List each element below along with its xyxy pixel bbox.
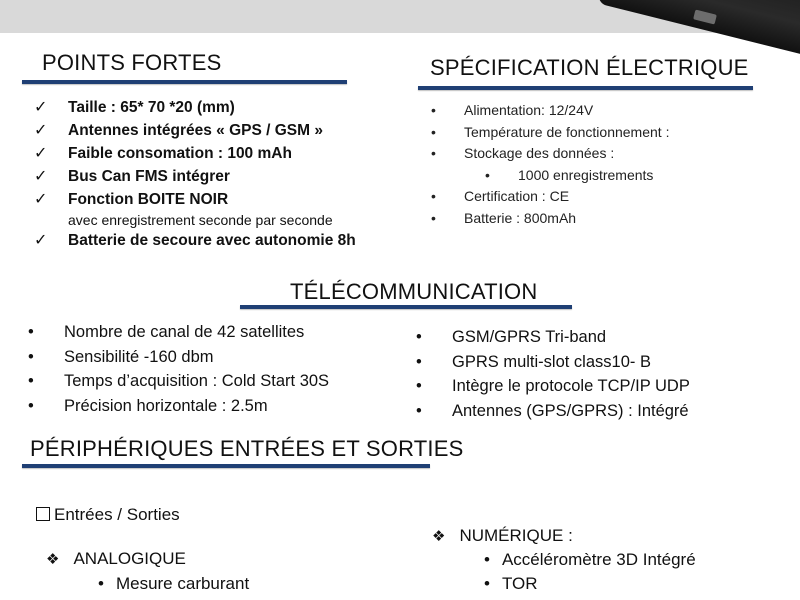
telecom-right-list <box>412 325 690 423</box>
bullet-icon: • <box>28 372 34 390</box>
checkmark-icon: ✓ <box>34 232 48 249</box>
list-item: • Temps d’acquisition : Cold Start 30S <box>24 369 329 394</box>
bullet-icon: • <box>431 188 436 204</box>
list-item: • Intègre le protocole TCP/IP UDP <box>412 374 690 399</box>
list-item: • Batterie : 800mAh <box>424 208 669 230</box>
specification-list <box>424 100 669 229</box>
bullet-icon: • <box>28 347 34 366</box>
bullet-icon: • <box>416 352 422 371</box>
bullet-icon: • <box>431 102 436 118</box>
bullet-icon: • <box>28 323 34 341</box>
list-item: • GSM/GPRS Tri-band <box>412 325 690 350</box>
bullet-icon: • <box>485 166 490 183</box>
list-item: • Nombre de canal de 42 satellites <box>24 320 329 345</box>
list-item: ✓ Antennes intégrées « GPS / GSM » <box>22 119 356 142</box>
list-item: • Température de fonctionnement : <box>424 122 669 144</box>
list-item: • Antennes (GPS/GPRS) : Intégré <box>412 399 690 424</box>
list-sub-item: • 1000 enregistrements <box>424 165 669 187</box>
list-item: ✓ Fonction BOITE NOIR <box>22 188 356 211</box>
bullet-icon: • <box>431 209 436 226</box>
numeric-label-row: ❖ NUMÉRIQUE : <box>432 526 573 545</box>
list-item: • Mesure carburant <box>98 574 250 593</box>
list-item: • GPRS multi-slot class10- B <box>412 350 690 375</box>
list-item: • Précision horizontale : 2.5m <box>24 394 329 419</box>
list-item: ✓ Faible consomation : 100 mAh <box>22 142 356 165</box>
io-label-row: Entrées / Sorties <box>36 503 180 527</box>
points-fortes-rule <box>22 80 347 84</box>
list-item: ✓ Taille : 65* 70 *20 (mm) <box>22 96 356 119</box>
telecom-left-list <box>24 320 329 418</box>
checkmark-icon: ✓ <box>34 122 48 139</box>
bullet-icon: • <box>416 401 422 420</box>
bullet-icon: • <box>484 550 490 569</box>
bullet-icon: • <box>416 377 422 395</box>
list-item: • Certification : CE <box>424 186 669 208</box>
peripheriques-title: PÉRIPHÉRIQUES ENTRÉES ET SORTIES <box>30 436 464 461</box>
bullet-icon: • <box>98 574 104 593</box>
list-item: • Sensibilité -160 dbm <box>24 345 329 370</box>
list-item: • Alimentation: 12/24V <box>424 100 669 122</box>
list-item-note: avec enregistrement seconde par seconde <box>68 212 333 228</box>
checkmark-icon: ✓ <box>34 99 48 116</box>
points-fortes-list <box>22 96 356 252</box>
checkmark-icon: ✓ <box>34 145 48 162</box>
list-item: ✓ Bus Can FMS intégrer <box>22 165 356 188</box>
diamond-bullet-icon: ❖ <box>432 528 446 545</box>
bullet-icon: • <box>416 328 422 346</box>
diamond-bullet-icon: ❖ <box>46 551 60 568</box>
checkbox-square-icon <box>36 507 50 521</box>
telecom-title: TÉLÉCOMMUNICATION <box>290 279 538 304</box>
list-item: • Accéléromètre 3D Intégré <box>484 550 696 569</box>
list-item: • TOR <box>484 574 538 593</box>
bullet-icon: • <box>431 123 436 140</box>
peripheriques-rule <box>22 464 430 468</box>
bullet-icon: • <box>484 574 490 593</box>
bullet-icon: • <box>28 396 34 415</box>
checkmark-icon: ✓ <box>34 168 48 185</box>
list-item: • Stockage des données : <box>424 143 669 165</box>
specification-rule <box>418 86 753 90</box>
checkmark-icon: ✓ <box>34 191 48 208</box>
telecom-rule <box>240 305 572 309</box>
bullet-icon: • <box>431 145 436 161</box>
list-item: ✓ Batterie de secoure avec autonomie 8h <box>22 229 356 252</box>
points-fortes-title: POINTS FORTES <box>42 50 222 75</box>
specification-title: SPÉCIFICATION ÉLECTRIQUE <box>430 55 749 80</box>
analog-label-row: ❖ ANALOGIQUE <box>46 549 186 568</box>
